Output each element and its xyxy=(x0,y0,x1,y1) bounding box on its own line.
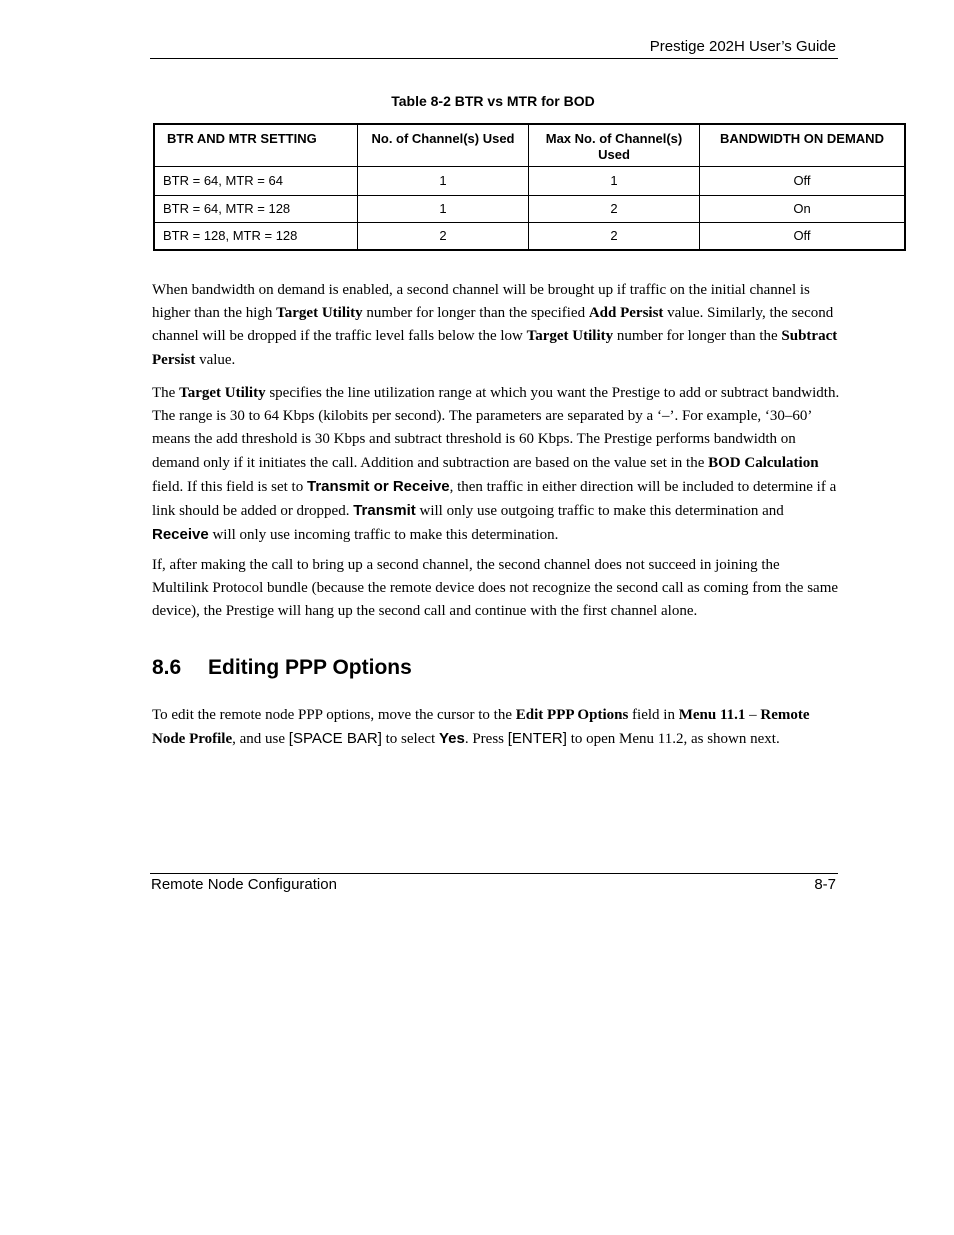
bold-term: Target Utility xyxy=(179,385,266,401)
text: will only use incoming traffic to make this determination. xyxy=(208,527,559,544)
section-title: Editing PPP Options xyxy=(208,656,412,679)
bold-term: Target Utility xyxy=(276,305,363,322)
text: – xyxy=(745,707,761,723)
table-cell: Off xyxy=(700,222,906,250)
text: , then traffic in either direction will be included to determine if a link should be added or dropped. xyxy=(152,478,837,520)
text: will only use outgoing traffic to make this determination and xyxy=(415,503,784,520)
table-cell: 1 xyxy=(358,195,529,222)
text: to open Menu 11.2, as shown next. xyxy=(566,731,780,748)
bold-term: Edit PPP Options xyxy=(515,707,629,723)
section-number: 8.6 xyxy=(152,656,182,679)
table-row xyxy=(154,166,905,195)
keyword: Yes xyxy=(438,730,465,748)
text: To edit the remote node PPP options, move the cursor to the xyxy=(152,707,516,723)
table-header-cell: BTR AND MTR SETTING xyxy=(154,124,358,166)
text: value. xyxy=(195,351,236,368)
bold-term: Add Persist xyxy=(588,305,664,322)
table-cell: 1 xyxy=(529,166,700,195)
text: . Press xyxy=(464,731,508,748)
table-header-cell: Max No. of Channel(s) Used xyxy=(529,124,700,166)
text: field. If this field is set to xyxy=(152,478,307,495)
bold-term: Menu 11.1 xyxy=(678,707,746,723)
text: number for longer than the specified xyxy=(362,305,589,322)
table-cell: 2 xyxy=(529,195,700,222)
table-cell: 2 xyxy=(358,222,529,250)
table-cell: On xyxy=(700,195,906,222)
keyword: Transmit or Receive xyxy=(306,477,450,495)
table-cell: BTR = 128, MTR = 128 xyxy=(154,222,358,250)
bold-term: Remote Node Profile xyxy=(152,707,810,748)
text: The xyxy=(152,385,180,401)
key-name: [ENTER] xyxy=(507,730,567,748)
text: , and use xyxy=(232,731,289,748)
text: When bandwidth on demand is enabled, a second channel will be brought up if traffic on the initial channel is higher than the high xyxy=(152,282,810,322)
text: If, after making the call to bring up a second channel, the second channel does not succeed in joining the Multilink Protocol bundle (because the remote device does not recognize the second call as coming from the same device), the Prestige will hang up the second call and continue with the first channel alone. xyxy=(152,557,839,620)
page-header xyxy=(150,36,838,59)
table-cell: BTR = 64, MTR = 64 xyxy=(154,166,358,195)
table-header-cell: No. of Channel(s) Used xyxy=(358,124,529,166)
table-row xyxy=(154,195,905,222)
header-title: Prestige 202H User’s Guide xyxy=(649,38,836,55)
text: number for longer than the xyxy=(613,328,782,345)
paragraph-bod-intro xyxy=(152,279,840,372)
table-cell: 2 xyxy=(529,222,700,250)
footer-page-number: 8-7 xyxy=(814,876,836,893)
section-heading xyxy=(152,656,412,680)
text: value. Similarly, the second channel will be dropped if the traffic level falls below the low xyxy=(152,305,834,345)
table-header-row xyxy=(154,124,905,166)
paragraph-edit-ppp xyxy=(152,704,840,751)
paragraph-multilink xyxy=(152,554,840,624)
table-caption: Table 8-2 BTR vs MTR for BOD xyxy=(391,93,595,109)
bold-term: Target Utility xyxy=(526,328,614,345)
footer-chapter: Remote Node Configuration xyxy=(151,876,337,893)
bold-term: Subtract Persist xyxy=(152,328,838,368)
paragraph-target-utility xyxy=(152,382,840,547)
table-header-cell: BANDWIDTH ON DEMAND xyxy=(700,124,906,166)
table-cell: Off xyxy=(700,166,906,195)
key-name: [SPACE BAR] xyxy=(288,730,382,748)
text: specifies the line utilization range at which you want the Prestige to add or subtract bandwidth. The range is 30 to 64 Kbps (kilobits per second). The parameters are separated by a ‘–’. For example, ‘30–60’ means the add threshold is 30 Kbps and subtract threshold is 60 Kbps. The Prestige performs bandwidth on demand only if it initiates the call. Addition and subtraction are based on the value set in the xyxy=(152,385,840,471)
page-footer xyxy=(150,873,838,898)
btr-mtr-table xyxy=(153,123,906,251)
keyword: Transmit xyxy=(353,502,416,520)
bold-term: BOD Calculation xyxy=(708,454,819,471)
text: to select xyxy=(381,731,439,748)
table-cell: BTR = 64, MTR = 128 xyxy=(154,195,358,222)
keyword: Receive xyxy=(152,526,209,544)
text: field in xyxy=(628,707,679,723)
table-row xyxy=(154,222,905,250)
table-cell: 1 xyxy=(358,166,529,195)
